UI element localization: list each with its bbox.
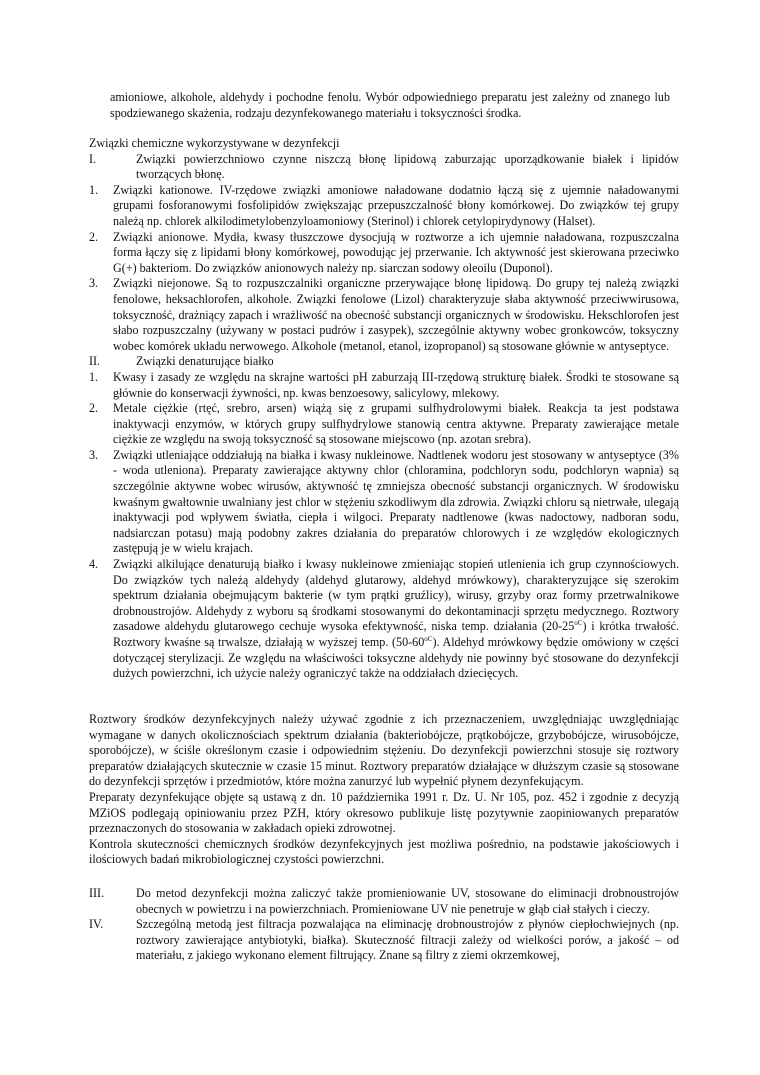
list-item-number: 2. bbox=[89, 229, 99, 244]
disinfection-compounds-section bbox=[89, 136, 679, 682]
intro-continuation: amioniowe, alkohole, aldehydy i pochodne fenolu. Wybór odpowiedniego preparatu jest zależny od znanego lub spodziewanego skażenia, rodzaju dezynfekowanego materiału i toksyczności środka. bbox=[110, 90, 670, 120]
list-item-number: 3. bbox=[89, 447, 99, 462]
paragraph-solutions: Roztwory środków dezynfekcyjnych należy używać zgodnie z ich przeznaczeniem, uwzględniając uwzględniając wymagane w danych okolicznościach spektrum działania (bakteriobójcze, prątkobójcze, grzybobójcze, wirusobójcze, sporobójcze), w ściśle określonym czasie i odpowiednim stężeniu. Do dezynfekcji powierzchni stosuje się roztwory preparatów działających skutecznie w czasie 15 minut. Roztwory preparatów działające w dłuższym czasie są stosowane do dezynfekcji sprzętów i przedmiotów, które można zanurzyć lub wypełnić płynem dezynfekującym. bbox=[89, 712, 679, 789]
degree-celsius-a: oC bbox=[574, 619, 583, 628]
group-ii-text: Związki denaturujące białko bbox=[136, 354, 274, 369]
list-item-text: Związki kationowe. IV-rzędowe związki amoniowe naładowane dodatnio łączą się z ujemnie naładowanymi grupami fosforanowymi fosfolipidów zwiększając przepuszczalność błony komórkowej. Do związków tej grupy należą np. chlorek alkilodimetylobenzyloamoniowy (Sterinol) i chlorek cetylopirydynowy (Halset). bbox=[113, 182, 679, 228]
alkylating-text-a: Związki alkilujące denaturują białko i kwasy nukleinowe zmieniając stopień utlenienia ich grup czynnościowych. Do związków tych należą aldehydy (aldehyd glutarowy, aldehyd mrówkowy), charakteryzujące się szerokim spektrum działania obejmującym bakterie (w tym prątki gruźlicy), wirusy, grzyby oraz formy przetrwalnikowe drobnoustrojów. Aldehydy z wyboru są środkami stosowanymi do dekontaminacji sprzętu medycznego. Roztwory zasadowe aldehydu glutarowego cechuje wysoka efektywność, niska temp. działania (20-25 bbox=[113, 557, 679, 634]
group-i bbox=[89, 152, 679, 183]
list-item bbox=[89, 370, 679, 401]
alkylating-text-b: ) i krótka trwałość. Roztwory kwaśne są trwalsze, działają w wyższej temp. (50-60 bbox=[113, 619, 679, 649]
list-item-text: Metale ciężkie (rtęć, srebro, arsen) wiążą się z grupami sulfhydrolowymi białek. Reakcja ta jest podstawa inaktywacji enzymów, w których grupy sulfhydrylowe stanowią centra aktywne. Preparaty zawierające metale ciężkie ze względu na swoją toksyczność są stosowane miejscowo (np. azotan srebra). bbox=[113, 401, 679, 447]
group-iv-number: IV. bbox=[89, 917, 104, 932]
list-item-text bbox=[113, 557, 679, 682]
section-heading: Związki chemiczne wykorzystywane w dezynfekcji bbox=[89, 136, 340, 150]
alkylating-text-c: ). Aldehyd mrówkowy będzie omówiony w części dotyczącej sterylizacji. Ze względu na właściwości toksyczne aldehydy nie powinny być stosowane do dezynfekcji dużych powierzchni, ich użycie należy ograniczyć także na oddziałach dziecięcych. bbox=[113, 635, 679, 681]
group-iv-text: Szczególną metodą jest filtracja pozwalająca na eliminację drobnoustrojów z płynów ciepłochwiejnych (np. roztwory zawierające antybiotyki, białka). Skuteczność filtracji zależy od wielkości porów, a jakość – od materiału, z jakiego wykonano element filtrujący. Znane są filtry z ziemi okrzemkowej, bbox=[136, 917, 679, 963]
list-item bbox=[89, 448, 679, 557]
group-i-number: I. bbox=[89, 151, 97, 166]
list-item-text: Kwasy i zasady ze względu na skrajne wartości pH zaburzają III-rzędową strukturę białek. Środki te stosowane są głównie do konserwacji żywności, np. kwas benzoesowy, salicylowy, mlekowy. bbox=[113, 369, 679, 400]
list-item-text: Związki niejonowe. Są to rozpuszczalniki organiczne przerywające błonę lipidową. Do grupy tej należą związki fenolowe, heksachlorofen, alkohole. Związki fenolowe (Lizol) charakteryzuje słaba aktywność przeciwwirusowa, toksyczność, drażniący zapach i wrażliwość na obecność substancji organicznych w środowisku. Hekschlorofen jest słabo rozpuszczalny (używany w postaci pudrów i zasypek), szczególnie aktywny wobec gronkowców, toksyczny wobec komórek układu nerwowego. Alkohole (metanol, etanol, izopropanol) są stosowane głównie w antyseptyce. bbox=[113, 276, 679, 353]
paragraph-control: Kontrola skuteczności chemicznych środków dezynfekcyjnych jest możliwa pośrednio, na podstawie jakościowych i ilościowych badań mikrobiologicznej czystości powierzchni. bbox=[89, 836, 679, 867]
degree-celsius-b: oC bbox=[424, 634, 433, 643]
group-iii-text: Do metod dezynfekcji można zaliczyć także promieniowanie UV, stosowane do eliminacji drobnoustrojów obecnych w powietrzu i na powierzchniach. Promieniowane UV nie penetruje w głąb ciał stałych i cieczy. bbox=[136, 886, 679, 916]
list-item-number: 1. bbox=[89, 369, 99, 384]
group-iv bbox=[89, 917, 679, 964]
list-item bbox=[89, 401, 679, 448]
list-item-number: 1. bbox=[89, 182, 99, 197]
other-methods-section bbox=[89, 886, 679, 964]
list-item-number: 4. bbox=[89, 557, 99, 572]
list-item-number: 2. bbox=[89, 401, 99, 416]
list-item bbox=[89, 276, 679, 354]
list-item-number: 3. bbox=[89, 276, 99, 291]
list-item-text: Związki anionowe. Mydła, kwasy tłuszczowe dysocjują w roztworze a ich ujemnie naładowana, rozpuszczalna forma łączy się z lipidami błony komórkowej, powodując jej przerwanie. Ich aktywność jest skierowana przeciwko G(+) bakteriom. Do związków anionowych należy np. siarczan sodowy oleoilu (Duponol). bbox=[113, 229, 679, 275]
usage-section bbox=[89, 712, 679, 868]
list-item bbox=[89, 183, 679, 230]
group-ii-number: II. bbox=[89, 354, 101, 369]
group-iii-number: III. bbox=[89, 886, 105, 900]
list-item-text: Związki utleniające oddziałują na białka i kwasy nukleinowe. Nadtlenek wodoru jest stosowany w antyseptyce (3% - woda utleniona). Preparaty zawierające aktywny chlor (chloramina, podchloryn sodu, podchloryn wapnia) są szczególnie aktywne wobec wirusów, aktywność tę zmniejsza obecność substancji organicznych. W środowisku kwaśnym gwałtownie uwalniany jest chlor w stężeniu szkodliwym dla zdrowia. Związki chloru są nietrwałe, ulegają inaktywacji pod wpływem światła, ciepła i wilgoci. Preparaty nadtlenowe (kwas nadoctowy, nadboran sodu, nadsiarczan potasu) mają podobny zakres działania do preparatów chlorowych i ze względów ekologicznych zastępują je w wielu krajach. bbox=[113, 447, 679, 556]
group-i-text: Związki powierzchniowo czynne niszczą błonę lipidową zaburzając uporządkowanie białek i lipidów tworzących błonę. bbox=[136, 151, 679, 182]
group-iii bbox=[89, 886, 679, 917]
list-item bbox=[89, 557, 679, 682]
group-ii bbox=[89, 354, 679, 370]
paragraph-law: Preparaty dezynfekujące objęte są ustawą z dn. 10 października 1991 r. Dz. U. Nr 105, poz. 452 i zgodnie z decyzją MZiOS podlegają opiniowaniu przez PZH, który okresowo publikuje listę pozytywnie zaopiniowanych preparatów przeznaczonych do stosowania w zakładach opieki zdrowotnej. bbox=[89, 789, 679, 836]
list-item bbox=[89, 230, 679, 277]
